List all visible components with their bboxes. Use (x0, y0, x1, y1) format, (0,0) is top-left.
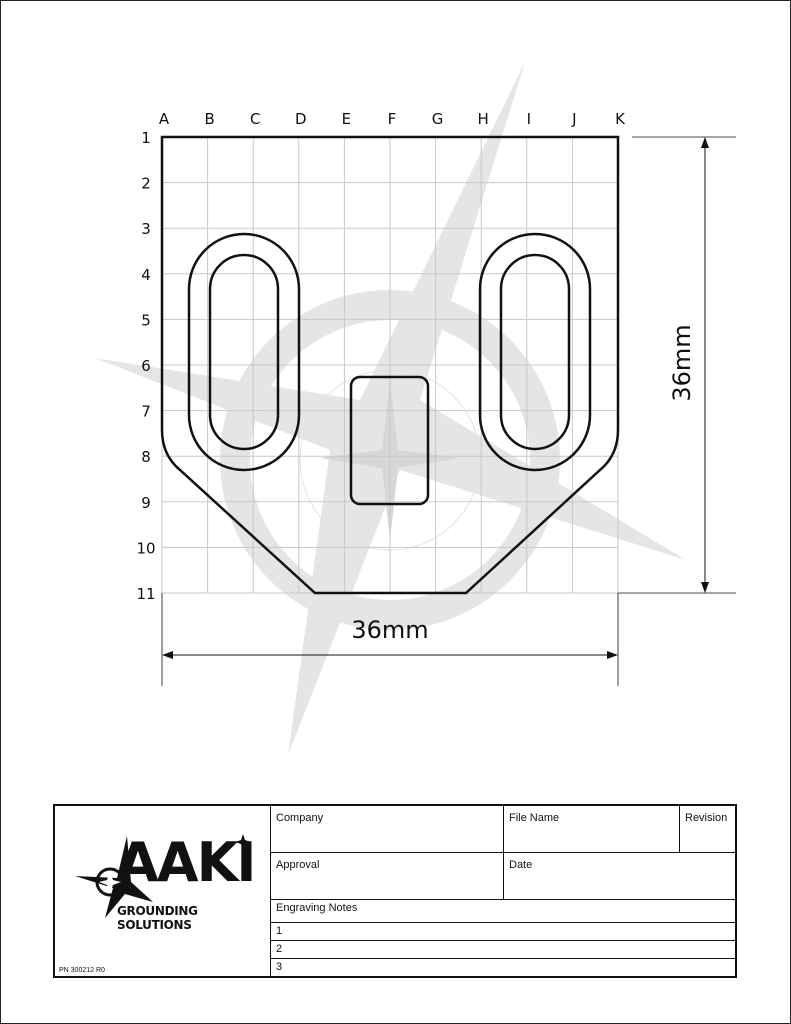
row-label: 8 (141, 448, 151, 467)
column-label: A (158, 110, 170, 128)
width-dimension-label: 36mm (351, 616, 429, 644)
column-label: G (431, 110, 444, 128)
column-label: C (249, 110, 261, 128)
date-field[interactable] (504, 853, 737, 900)
row-label: 1 (141, 129, 151, 147)
column-label: H (477, 110, 489, 128)
revision-field[interactable] (680, 806, 737, 853)
logo-tagline: GROUNDING SOLUTIONS (117, 904, 198, 932)
row-label: 7 (141, 402, 151, 421)
row-label: 9 (141, 493, 151, 512)
height-dimension-label: 36mm (668, 324, 696, 402)
row-label: 5 (141, 311, 151, 330)
approval-field[interactable] (271, 853, 504, 900)
engraving-note-number: 1 (276, 925, 283, 937)
engraving-notes-header (271, 900, 737, 923)
column-label: I (526, 110, 532, 128)
column-label: F (387, 110, 397, 128)
grid-lines (162, 137, 618, 593)
row-label: 11 (136, 585, 156, 603)
row-label: 10 (136, 539, 156, 558)
column-label: K (615, 110, 625, 128)
file-name-field[interactable] (504, 806, 680, 853)
row-label: 4 (141, 265, 151, 284)
column-label: D (295, 110, 307, 128)
height-dimension (618, 137, 736, 593)
row-label: 2 (141, 174, 151, 193)
logo-wordmark: AAKI (117, 831, 255, 894)
file-name-label: File Name (509, 812, 560, 824)
title-block (53, 804, 737, 978)
engraving-note-number: 3 (276, 961, 283, 973)
part-number: PN 300212 R0 (59, 967, 105, 974)
engraving-note-number: 2 (276, 943, 283, 955)
logo-cell (55, 806, 271, 976)
row-label: 3 (141, 220, 151, 239)
company-field[interactable] (271, 806, 504, 853)
engraving-note-row[interactable] (271, 959, 737, 976)
engraving-notes-label: Engraving Notes (276, 902, 358, 914)
row-label: 6 (141, 357, 151, 375)
engraving-note-row[interactable] (271, 941, 737, 959)
column-label: J (572, 110, 577, 128)
column-labels (159, 110, 626, 128)
column-label: E (341, 110, 352, 128)
revision-label: Revision (685, 812, 728, 824)
date-label: Date (509, 859, 533, 871)
approval-label: Approval (276, 859, 320, 871)
company-label: Company (276, 812, 324, 824)
column-label: B (204, 110, 215, 128)
engraving-note-row[interactable] (271, 923, 737, 941)
